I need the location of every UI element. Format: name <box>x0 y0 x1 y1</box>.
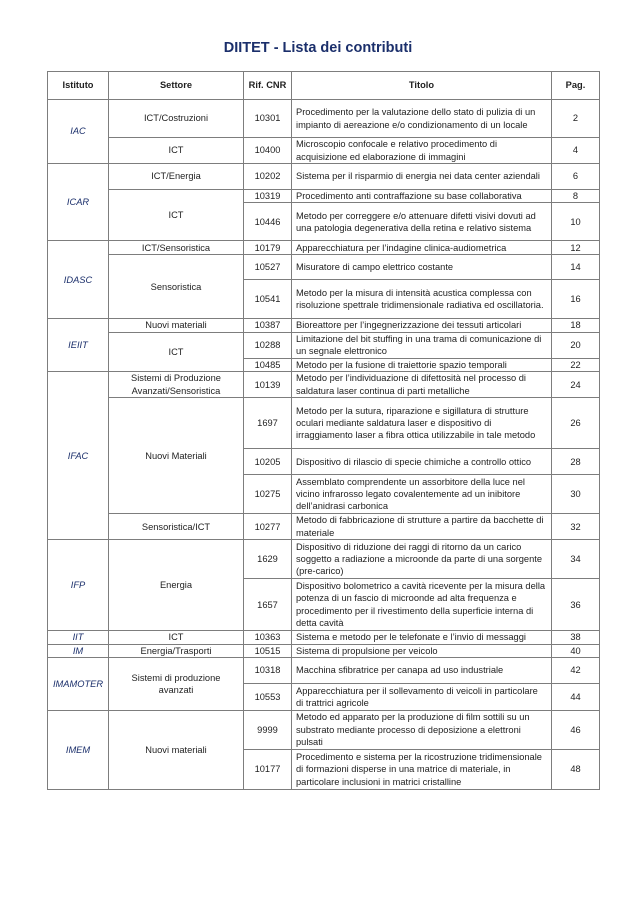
rif-cell: 10139 <box>244 372 292 398</box>
settore-cell: ICT <box>109 631 244 644</box>
settore-cell: Nuovi materiali <box>109 319 244 332</box>
pag-cell: 8 <box>552 190 600 203</box>
rif-cell: 10288 <box>244 332 292 358</box>
rif-cell: 10541 <box>244 280 292 319</box>
istituto-cell: IMAMOTER <box>48 658 109 711</box>
rif-cell: 10446 <box>244 203 292 241</box>
rif-cell: 10318 <box>244 658 292 684</box>
table-row <box>48 332 600 358</box>
table-row <box>48 631 600 644</box>
settore-cell: ICT <box>109 138 244 164</box>
titolo-cell: Procedimento anti contraffazione su base collaborativa <box>292 190 552 203</box>
rif-cell: 10177 <box>244 750 292 790</box>
titolo-cell: Dispositivo di rilascio di specie chimiche a controllo ottico <box>292 449 552 475</box>
header-settore: Settore <box>109 72 244 100</box>
pag-cell: 44 <box>552 684 600 711</box>
table-row <box>48 164 600 190</box>
titolo-cell: Sistema di propulsione per veicolo <box>292 644 552 657</box>
istituto-cell: IDASC <box>48 241 109 319</box>
table-row <box>48 319 600 332</box>
pag-cell: 10 <box>552 203 600 241</box>
settore-cell: Sistemi di Produzione Avanzati/Sensoristica <box>109 372 244 398</box>
header-pag: Pag. <box>552 72 600 100</box>
settore-cell: ICT <box>109 332 244 371</box>
rif-cell: 10319 <box>244 190 292 203</box>
pag-cell: 6 <box>552 164 600 190</box>
istituto-cell: IAC <box>48 100 109 164</box>
titolo-cell: Procedimento per la valutazione dello stato di pulizia di un impianto di aereazione e/o condizionamento di un locale <box>292 100 552 138</box>
settore-cell: Energia <box>109 540 244 631</box>
pag-cell: 38 <box>552 631 600 644</box>
titolo-cell: Metodo per la fusione di traiettorie spazio temporali <box>292 358 552 371</box>
titolo-cell: Metodo per la misura di intensità acustica complessa con risoluzione spettrale tridimensionale radiativa ed oscillatoria. <box>292 280 552 319</box>
settore-cell: Sensoristica <box>109 255 244 319</box>
table-row <box>48 372 600 398</box>
titolo-cell: Metodo di fabbricazione di strutture a partire da bacchette di materiale <box>292 514 552 540</box>
pag-cell: 36 <box>552 579 600 631</box>
header-istituto: Istituto <box>48 72 109 100</box>
titolo-cell: Dispositivo bolometrico a cavità ricevente per la misura della potenza di un fascio di microonde ad alta frequenza e procedimento per il rivestimento della superficie interna di detta cavità <box>292 579 552 631</box>
titolo-cell: Apparecchiatura per l’indagine clinica-audiometrica <box>292 241 552 255</box>
rif-cell: 10363 <box>244 631 292 644</box>
pag-cell: 16 <box>552 280 600 319</box>
titolo-cell: Metodo ed apparato per la produzione di film sottili su un substrato mediante processo di deposizione a elettroni pulsati <box>292 711 552 750</box>
rif-cell: 10205 <box>244 449 292 475</box>
table-row <box>48 100 600 138</box>
istituto-cell: ICAR <box>48 164 109 241</box>
titolo-cell: Metodo per correggere e/o attenuare difetti visivi dovuti ad una patologia degenerativa della retina e relativo sistema <box>292 203 552 241</box>
titolo-cell: Bioreattore per l’ingegnerizzazione dei tessuti articolari <box>292 319 552 332</box>
rif-cell: 10387 <box>244 319 292 332</box>
settore-cell: Energia/Trasporti <box>109 644 244 657</box>
rif-cell: 10400 <box>244 138 292 164</box>
page-title: DIITET - Lista dei contributi <box>223 40 413 56</box>
pag-cell: 20 <box>552 332 600 358</box>
table-row <box>48 514 600 540</box>
rif-cell: 9999 <box>244 711 292 750</box>
table-row <box>48 255 600 280</box>
rif-cell: 10527 <box>244 255 292 280</box>
titolo-cell: Sistema e metodo per le telefonate e l’invio di messaggi <box>292 631 552 644</box>
rif-cell: 10515 <box>244 644 292 657</box>
rif-cell: 10202 <box>244 164 292 190</box>
istituto-cell: IM <box>48 644 109 657</box>
settore-cell: Nuovi materiali <box>109 711 244 790</box>
istituto-cell: IEIIT <box>48 319 109 372</box>
table-row <box>48 241 600 255</box>
pag-cell: 34 <box>552 540 600 579</box>
pag-cell: 18 <box>552 319 600 332</box>
rif-cell: 10301 <box>244 100 292 138</box>
settore-cell: ICT <box>109 190 244 241</box>
rif-cell: 10485 <box>244 358 292 371</box>
rif-cell: 10553 <box>244 684 292 711</box>
pag-cell: 12 <box>552 241 600 255</box>
pag-cell: 28 <box>552 449 600 475</box>
pag-cell: 48 <box>552 750 600 790</box>
rif-cell: 10277 <box>244 514 292 540</box>
table-row <box>48 138 600 164</box>
rif-cell: 10179 <box>244 241 292 255</box>
settore-cell: ICT/Sensoristica <box>109 241 244 255</box>
pag-cell: 46 <box>552 711 600 750</box>
table-row <box>48 190 600 203</box>
titolo-cell: Assemblato comprendente un assorbitore della luce nel vicino infrarosso legato covalentemente ad un inibitore dell’anidrasi carbonica <box>292 475 552 514</box>
settore-cell: Sistemi di produzione avanzati <box>109 658 244 711</box>
settore-cell: Sensoristica/ICT <box>109 514 244 540</box>
titolo-cell: Apparecchiatura per il sollevamento di veicoli in particolare di trattrici agricole <box>292 684 552 711</box>
rif-cell: 10275 <box>244 475 292 514</box>
titolo-cell: Metodo per l’individuazione di difettosità nel processo di saldatura laser continua di parti metalliche <box>292 372 552 398</box>
pag-cell: 42 <box>552 658 600 684</box>
pag-cell: 4 <box>552 138 600 164</box>
settore-cell: Nuovi Materiali <box>109 398 244 514</box>
istituto-cell: IIT <box>48 631 109 644</box>
pag-cell: 2 <box>552 100 600 138</box>
rif-cell: 1657 <box>244 579 292 631</box>
header-rif: Rif. CNR <box>244 72 292 100</box>
pag-cell: 30 <box>552 475 600 514</box>
istituto-cell: IFP <box>48 540 109 631</box>
titolo-cell: Limitazione del bit stuffing in una trama di comunicazione di un segnale elettronico <box>292 332 552 358</box>
header-titolo: Titolo <box>292 72 552 100</box>
pag-cell: 24 <box>552 372 600 398</box>
settore-cell: ICT/Energia <box>109 164 244 190</box>
table-row <box>48 658 600 684</box>
titolo-cell: Macchina sfibratrice per canapa ad uso industriale <box>292 658 552 684</box>
titolo-cell: Sistema per il risparmio di energia nei data center aziendali <box>292 164 552 190</box>
pag-cell: 14 <box>552 255 600 280</box>
pag-cell: 40 <box>552 644 600 657</box>
titolo-cell: Procedimento e sistema per la ricostruzione tridimensionale di formazioni disperse in una matrice di materiale, in particolare inclusioni in matrici cristalline <box>292 750 552 790</box>
istituto-cell: IFAC <box>48 372 109 540</box>
table-row <box>48 644 600 657</box>
pag-cell: 26 <box>552 398 600 449</box>
titolo-cell: Microscopio confocale e relativo procedimento di acquisizione ed elaborazione di immagini <box>292 138 552 164</box>
istituto-cell: IMEM <box>48 711 109 790</box>
table-header-row <box>48 72 600 100</box>
contributions-table <box>47 71 600 790</box>
table-row <box>48 540 600 579</box>
table-row <box>48 398 600 449</box>
titolo-cell: Metodo per la sutura, riparazione e sigillatura di strutture oculari mediante saldatura laser e dispositivo di irraggiamento laser a fibra ottica utilizzabile in tale metodo <box>292 398 552 449</box>
titolo-cell: Misuratore di campo elettrico costante <box>292 255 552 280</box>
titolo-cell: Dispositivo di riduzione dei raggi di ritorno da un carico soggetto a radiazione a microonde da parte di una sorgente (pre-carico) <box>292 540 552 579</box>
settore-cell: ICT/Costruzioni <box>109 100 244 138</box>
rif-cell: 1697 <box>244 398 292 449</box>
rif-cell: 1629 <box>244 540 292 579</box>
pag-cell: 32 <box>552 514 600 540</box>
table-row <box>48 711 600 750</box>
pag-cell: 22 <box>552 358 600 371</box>
